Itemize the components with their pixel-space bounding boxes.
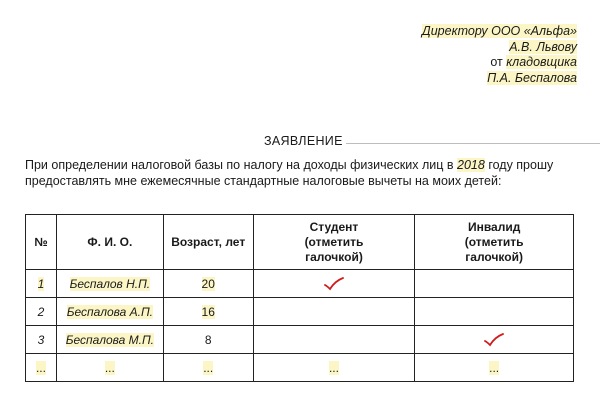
header-invalid-line1: Инвалид: [467, 219, 521, 234]
row-age: 20: [201, 276, 215, 291]
header-fio: Ф. И. О.: [56, 215, 163, 270]
header-age: Возраст, лет: [163, 215, 253, 270]
row-age: ...: [203, 360, 214, 375]
document-title: ЗАЯВЛЕНИЕ: [264, 134, 343, 148]
row-invalid-text: ...: [489, 360, 500, 375]
row-age: 16: [201, 304, 215, 319]
header-student: [253, 215, 415, 270]
row-fio: Беспалова А.П.: [66, 304, 154, 319]
table-row: [26, 326, 574, 354]
table-row: [26, 298, 574, 326]
invalid-cell[interactable]: [415, 298, 574, 326]
invalid-cell[interactable]: [415, 270, 574, 298]
sender-role: кладовщика: [506, 55, 577, 69]
student-cell[interactable]: [253, 270, 415, 298]
row-student-text: ...: [328, 360, 339, 375]
row-fio: Беспалов Н.П.: [69, 276, 151, 291]
table-row: [26, 354, 574, 382]
row-age: 8: [204, 332, 212, 347]
header-invalid-line2: (отметить: [464, 234, 524, 249]
header-invalid: [415, 215, 574, 270]
header-invalid-line3: галочкой): [465, 249, 523, 264]
children-table: [25, 214, 574, 382]
paragraph-text-1: При определении налоговой базы по налогу на доходы физических лиц в: [25, 158, 454, 172]
row-num: 2: [37, 304, 45, 319]
header-num: №: [26, 215, 57, 270]
addressee-position: Директору ООО «Альфа»: [421, 24, 577, 38]
paragraph-text-3: предоставлять мне ежемесячные стандартные налоговые вычеты на моих детей:: [25, 174, 502, 188]
paragraph-text-2: году прошу: [488, 158, 554, 172]
checkmark-icon: [484, 333, 504, 347]
row-num: ...: [35, 360, 46, 375]
header-student-line1: Студент: [309, 219, 359, 234]
title-row: [0, 134, 600, 152]
tax-year: 2018: [457, 158, 485, 172]
title-divider: [346, 143, 600, 144]
request-paragraph: [25, 157, 585, 189]
student-cell[interactable]: [253, 298, 415, 326]
addressee-block: [422, 24, 577, 86]
header-student-line2: (отметить: [304, 234, 364, 249]
row-fio: Беспалова М.П.: [65, 332, 155, 347]
row-num: 1: [37, 276, 45, 291]
sender-name: П.А. Беспалова: [487, 70, 577, 85]
table-row: [26, 270, 574, 298]
table-header-row: [26, 215, 574, 270]
row-num: 3: [37, 332, 45, 347]
from-prefix: от: [490, 55, 503, 69]
invalid-cell[interactable]: [415, 326, 574, 354]
checkmark-icon: [324, 277, 344, 291]
row-fio: ...: [104, 360, 115, 375]
header-student-line3: галочкой): [305, 249, 363, 264]
addressee-name: А.В. Львову: [509, 39, 577, 54]
student-cell[interactable]: [253, 326, 415, 354]
